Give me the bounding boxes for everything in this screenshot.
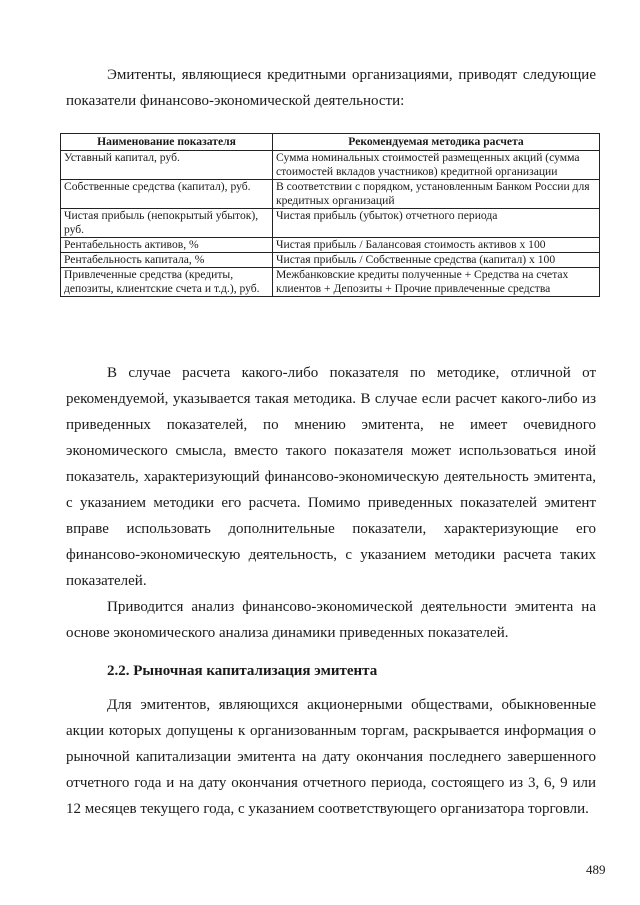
table-row [61,209,600,238]
analysis-paragraph: Приводится анализ финансово-экономической деятельности эмитента на основе экономического анализа динамики приведенных показателей. [66,599,596,641]
indicator-name: Собственные средства (капитал), руб. [61,180,273,209]
market-cap-paragraph: Для эмитентов, являющихся акционерными обществами, обыкновенные акции которых допущены к организованным торгам, раскрывается информация о рыночной капитализации эмитента на дату окончания последнего завершенного отчетного года и на дату окончания отчетного периода, состоящего из 3, 6, 9 или 12 месяцев текущего года, с указанием соответствующего организатора торговли. [66,697,596,817]
column-header-method: Рекомендуемая методика расчета [273,134,600,151]
page-number: 489 [586,862,606,877]
indicators-table [60,133,600,297]
indicator-method: Межбанковские кредиты полученные + Средства на счетах клиентов + Депозиты + Прочие привлеченные средства [273,268,600,297]
indicator-name: Чистая прибыль (непокрытый убыток), руб. [61,209,273,238]
table-row [61,268,600,297]
indicator-method: Сумма номинальных стоимостей размещенных акций (сумма стоимостей вкладов участников) кредитной организации [273,151,600,180]
table-row [61,253,600,268]
indicator-name: Рентабельность активов, % [61,238,273,253]
indicator-method: Чистая прибыль (убыток) отчетного периода [273,209,600,238]
table-row [61,238,600,253]
column-header-indicator: Наименование показателя [61,134,273,151]
indicator-method: В соответствии с порядком, установленным Банком России для кредитных организаций [273,180,600,209]
method-paragraph: В случае расчета какого-либо показателя по методике, отличной от рекомендуемой, указывается такая методика. В случае если расчет какого-либо из приведенных показателей, по мнению эмитента, не имеет очевидного экономического смысла, вместо такого показателя может использоваться иной показатель, характеризующий финансово-экономическую деятельность эмитента, с указанием методики его расчета. Помимо приведенных показателей эмитент вправе использовать дополнительные показатели, характеризующие его финансово-экономическую деятельность, с указанием методики расчета таких показателей. [66,365,596,589]
table-header-row [61,134,600,151]
indicator-name: Привлеченные средства (кредиты, депозиты, клиентские счета и т.д.), руб. [61,268,273,297]
indicator-method: Чистая прибыль / Балансовая стоимость активов х 100 [273,238,600,253]
indicator-method: Чистая прибыль / Собственные средства (капитал) х 100 [273,253,600,268]
section-heading: 2.2. Рыночная капитализация эмитента [107,663,378,679]
intro-paragraph: Эмитенты, являющиеся кредитными организациями, приводят следующие показатели финансово-экономической деятельности: [66,67,596,109]
indicator-name: Уставный капитал, руб. [61,151,273,180]
indicator-name: Рентабельность капитала, % [61,253,273,268]
table-row [61,180,600,209]
table-row [61,151,600,180]
